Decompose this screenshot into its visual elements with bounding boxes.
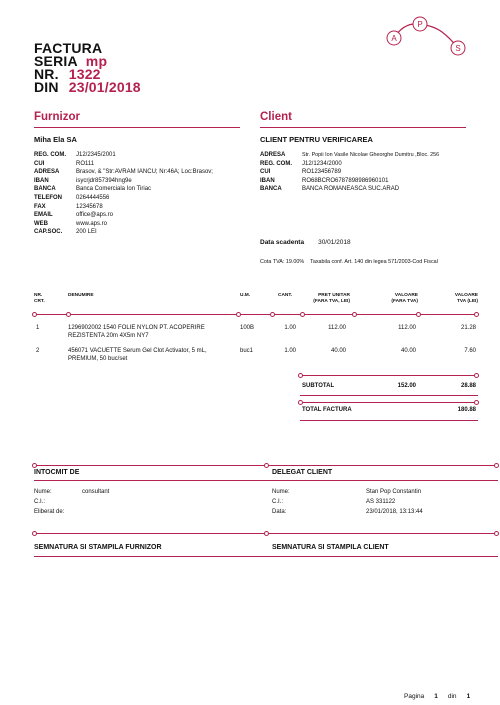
total-line-bottom — [300, 420, 478, 421]
client-title: Client — [260, 111, 292, 123]
cell-um: 100B — [240, 325, 255, 331]
furnizor-row: TELEFON 0264444556 — [34, 194, 110, 201]
table-dot — [474, 312, 479, 317]
semnatura-dot — [32, 531, 37, 536]
seria-label: SERIA — [34, 53, 78, 69]
furnizor-row: CAP.SOC. 200 LEI — [34, 229, 97, 236]
client-divider — [260, 127, 466, 128]
client-name: CLIENT PENTRU VERIFICAREA — [260, 135, 373, 144]
subtotal-valoare: 152.00 — [397, 383, 416, 389]
semnatura-furnizor: SEMNATURA SI STAMPILA FURNIZOR — [34, 544, 162, 551]
subtotal-dot — [474, 373, 479, 378]
furnizor-name: Miha Ela SA — [34, 135, 77, 144]
total-label: TOTAL FACTURA — [302, 407, 352, 413]
furnizor-fields — [34, 151, 244, 237]
logo-letter-p: P — [417, 20, 423, 29]
cell-cant: 1.00 — [284, 348, 296, 354]
cota-tva: Cota TVA: 19.00% Taxabila conf. Art. 140 din legea 571/2003-Cod Fiscal — [260, 259, 438, 265]
client-row: IBAN RO68BCRO6787898986960101 — [260, 177, 389, 184]
th-cant: CANT. — [278, 293, 293, 298]
furnizor-row: REG. COM. J12/2345/2001 — [34, 152, 116, 158]
nr-value: 1322 — [68, 66, 101, 82]
delegat-data: Data: 23/01/2018, 13:13:44 — [272, 509, 423, 515]
furnizor-row: ADRESA Brasov, & "Str:AVRAM IANCU; Nr:46A; Loc:Brasov; — [34, 169, 213, 176]
semnatura-dot — [494, 531, 499, 536]
semnatura-dot — [264, 531, 269, 536]
total-dot — [298, 400, 303, 405]
signature-line-sub — [34, 480, 498, 481]
table-dot — [236, 312, 241, 317]
cell-valoare: 112.00 — [398, 325, 416, 331]
subtotal-line-bottom — [300, 395, 478, 396]
cell-um: buc1 — [240, 348, 254, 354]
furnizor-row: BANCA Banca Comerciala Ion Tiriac — [34, 186, 152, 193]
client-row: CUI RO123456789 — [260, 169, 342, 176]
total-value: 180.88 — [457, 407, 476, 413]
th-valoare-tva: VALOARE TVA (LEI) — [454, 293, 478, 304]
table-dot — [66, 312, 71, 317]
furnizor-row: FAX 12345678 — [34, 203, 103, 210]
nr-label: NR. — [34, 66, 59, 82]
table-dot — [32, 312, 37, 317]
subtotal-dot — [298, 373, 303, 378]
semnatura-client: SEMNATURA SI STAMPILA CLIENT — [272, 544, 389, 551]
table-dot — [300, 312, 305, 317]
invoice-title-block — [34, 42, 141, 94]
table-header-line — [34, 314, 478, 315]
din-label: DIN — [34, 79, 59, 95]
client-row: REG. COM. J12/1234/2000 — [260, 160, 342, 167]
table-dot — [270, 312, 275, 317]
furnizor-row: WEB www.aps.ro — [34, 220, 108, 227]
signature-dot — [494, 463, 499, 468]
table-dot — [416, 312, 421, 317]
subtotal-line-top — [300, 375, 478, 376]
intocmit-eliberat: Eliberat de: — [34, 509, 65, 515]
cell-nr: 2 — [36, 348, 40, 354]
delegat-ci: C.I.: AS 331122 — [272, 499, 396, 505]
total-dot — [474, 400, 479, 405]
cell-pret: 40.00 — [330, 348, 346, 354]
furnizor-row: CUI RO111 — [34, 160, 95, 167]
intocmit-title: INTOCMIT DE — [34, 469, 80, 476]
logo-letter-a: A — [391, 34, 397, 43]
total-line-top — [300, 402, 478, 403]
cell-nr: 1 — [36, 325, 40, 331]
th-pret: PRET UNITAR (FARA TVA, LEI) — [313, 293, 350, 304]
client-row: BANCA BANCA ROMANEASCA SUC.ARAD — [260, 186, 400, 193]
table-dot — [352, 312, 357, 317]
signature-dot — [264, 463, 269, 468]
intocmit-ci: C.I.: — [34, 499, 46, 505]
furnizor-title: Furnizor — [34, 111, 80, 123]
subtotal-label: SUBTOTAL — [302, 383, 335, 389]
data-scadenta: Data scadenta 30/01/2018 — [260, 239, 351, 246]
cell-denumire: 1296902002 1540 FOLIE NYLON PT. ACOPERIRE REZISTENTA 20m 4X5m NY7 — [68, 325, 205, 339]
th-valoare: VALOARE (FARA TVA) — [391, 293, 418, 304]
cell-denumire: 456071 VACUETTE Serum Gel Clot Activator, 5 mL, PREMIUM, 50 buc/set — [68, 348, 207, 362]
signature-dot — [32, 463, 37, 468]
aps-logo — [380, 16, 472, 60]
delegat-nume: Nume: Stan Pop Constantin — [272, 489, 422, 495]
th-um: U.M. — [240, 293, 251, 298]
th-denumire: DENUMIRE — [68, 293, 94, 298]
delegat-title: DELEGAT CLIENT — [272, 469, 333, 476]
cell-cant: 1.00 — [284, 325, 296, 331]
furnizor-row: EMAIL office@aps.ro — [34, 212, 113, 219]
subtotal-tva: 28.88 — [460, 383, 476, 389]
cell-tva: 21.28 — [460, 325, 476, 331]
cell-valoare: 40.00 — [400, 348, 416, 354]
pagination: Pagina 1 din 1 — [404, 693, 471, 700]
furnizor-row: IBAN isycrjdr857394hng9e — [34, 177, 132, 184]
seria-value: mp — [85, 53, 108, 69]
cell-tva: 7.60 — [464, 348, 476, 354]
furnizor-divider — [34, 127, 240, 128]
logo-letter-s: S — [455, 44, 461, 53]
din-value: 23/01/2018 — [68, 79, 141, 95]
th-nr: NR. CRT. — [34, 293, 45, 304]
doc-type: FACTURA — [34, 40, 103, 56]
client-fields — [260, 151, 495, 194]
client-row: ADRESA Str. Popii Ion Vasile Nicolae Gheorghe Dumitru ,Bloc. 256 — [260, 152, 440, 158]
semnatura-line-sub — [34, 556, 498, 557]
intocmit-nume: Nume: consultant — [34, 489, 110, 495]
cell-pret: 112.00 — [328, 325, 346, 331]
